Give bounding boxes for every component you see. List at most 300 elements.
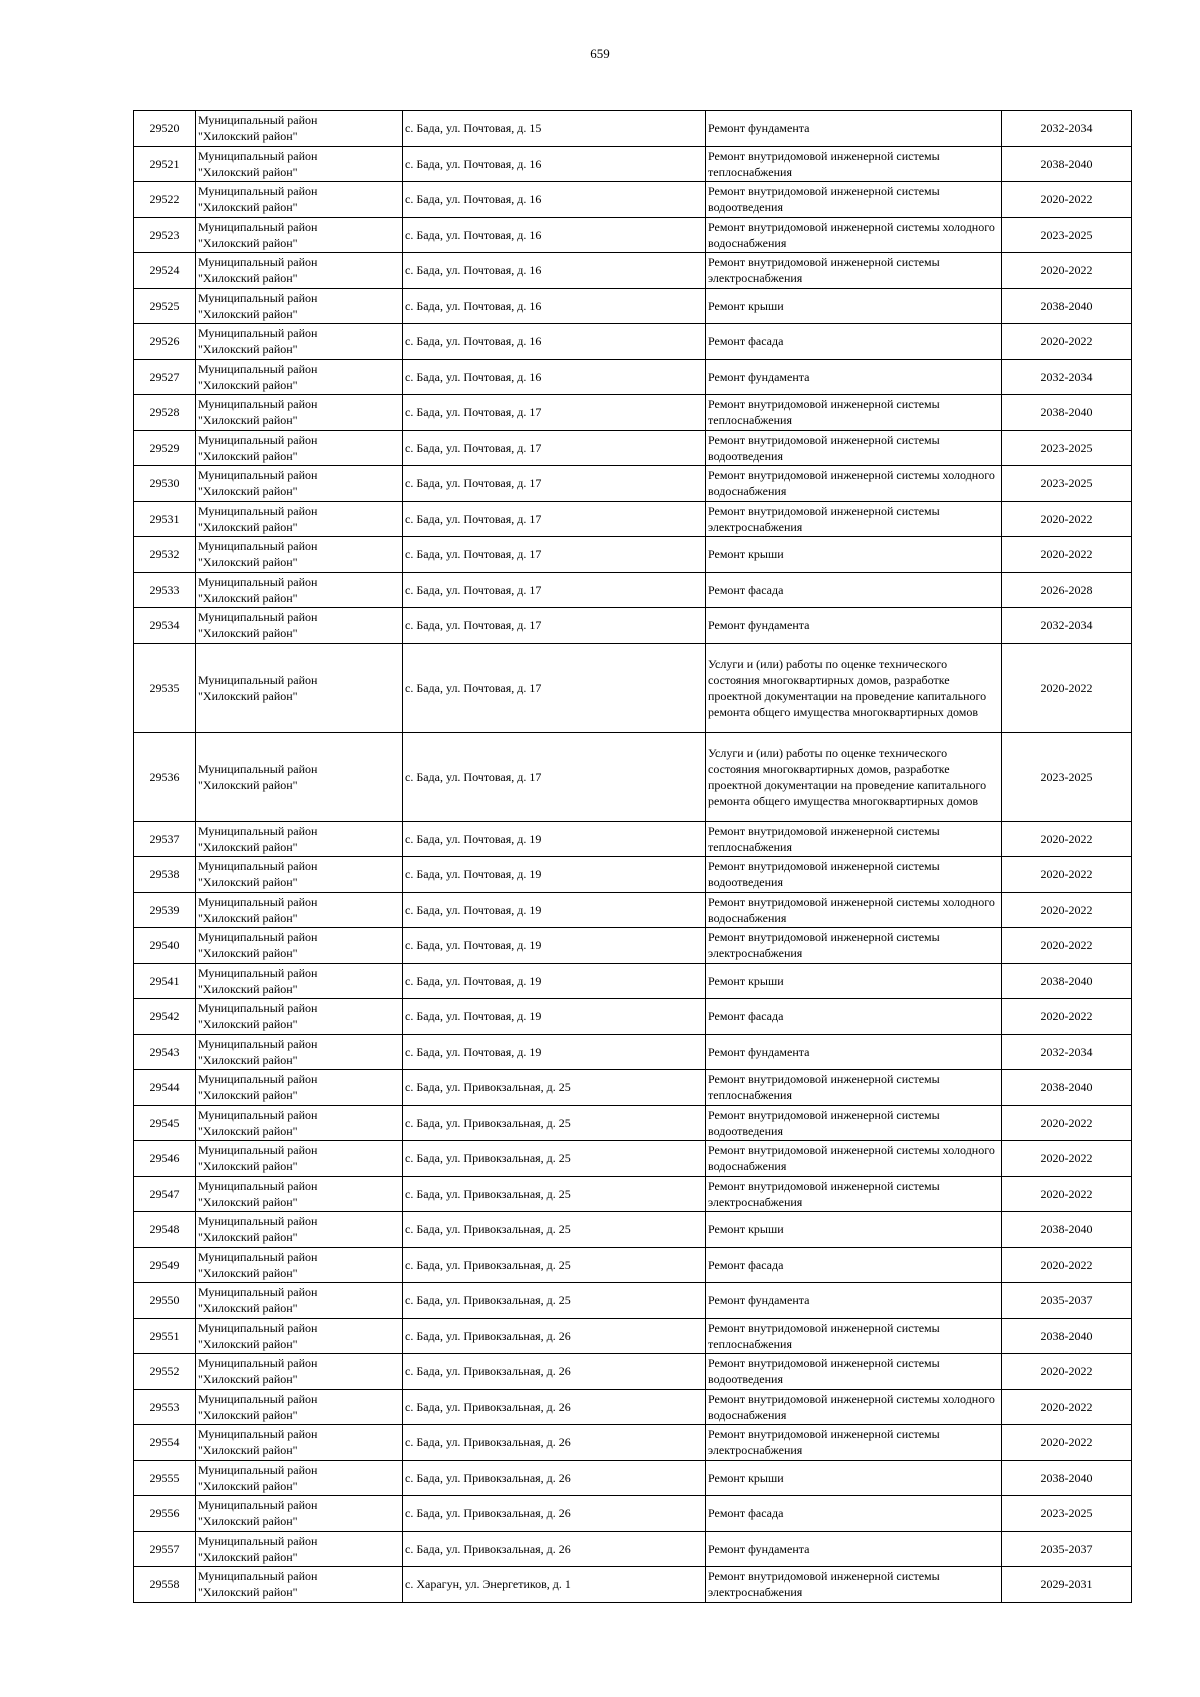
row-number-cell: 29522 xyxy=(134,182,196,218)
table-row xyxy=(134,217,1132,253)
table-row xyxy=(134,324,1132,360)
municipality-cell xyxy=(196,821,403,857)
address-cell: с. Бада, ул. Привокзальная, д. 25 xyxy=(403,1070,706,1106)
address-cell: с. Бада, ул. Почтовая, д. 16 xyxy=(403,359,706,395)
row-number-cell: 29537 xyxy=(134,821,196,857)
row-number-cell: 29545 xyxy=(134,1105,196,1141)
table-row xyxy=(134,643,1132,732)
table-row xyxy=(134,253,1132,289)
repair-schedule-body xyxy=(134,111,1132,1603)
period-cell: 2020-2022 xyxy=(1002,182,1132,218)
table-row xyxy=(134,501,1132,537)
municipality-cell xyxy=(196,1070,403,1106)
municipality-cell xyxy=(196,1318,403,1354)
municipality-cell xyxy=(196,1034,403,1070)
address-cell: с. Харагун, ул. Энергетиков, д. 1 xyxy=(403,1567,706,1603)
municipality-line: Муниципальный район xyxy=(198,761,318,776)
work-type-cell: Ремонт внутридомовой инженерной системы теплоснабжения xyxy=(706,395,1002,431)
municipality-line: Муниципальный район xyxy=(198,859,318,874)
municipality-cell xyxy=(196,1176,403,1212)
municipality-name: "Хилокский район" xyxy=(198,1017,298,1032)
work-type-cell: Ремонт внутридомовой инженерной системы водоотведения xyxy=(706,430,1002,466)
row-number-cell: 29527 xyxy=(134,359,196,395)
address-cell: с. Бада, ул. Почтовая, д. 15 xyxy=(403,111,706,147)
period-cell: 2020-2022 xyxy=(1002,892,1132,928)
work-type-cell: Ремонт крыши xyxy=(706,1212,1002,1248)
row-number-cell: 29540 xyxy=(134,928,196,964)
period-cell: 2038-2040 xyxy=(1002,1460,1132,1496)
table-row xyxy=(134,1460,1132,1496)
municipality-name: "Хилокский район" xyxy=(198,981,298,996)
table-row xyxy=(134,1531,1132,1567)
work-type-cell: Ремонт внутридомовой инженерной системы электроснабжения xyxy=(706,501,1002,537)
table-row xyxy=(134,430,1132,466)
table-row xyxy=(134,359,1132,395)
row-number-cell: 29524 xyxy=(134,253,196,289)
period-cell: 2020-2022 xyxy=(1002,501,1132,537)
municipality-cell xyxy=(196,732,403,821)
municipality-name: "Хилокский район" xyxy=(198,1514,298,1529)
municipality-line: Муниципальный район xyxy=(198,290,318,305)
municipality-line: Муниципальный район xyxy=(198,574,318,589)
municipality-line: Муниципальный район xyxy=(198,672,318,687)
period-cell: 2032-2034 xyxy=(1002,111,1132,147)
municipality-name: "Хилокский район" xyxy=(198,413,298,428)
municipality-cell xyxy=(196,928,403,964)
row-number-cell: 29541 xyxy=(134,963,196,999)
address-cell: с. Бада, ул. Привокзальная, д. 25 xyxy=(403,1176,706,1212)
municipality-name: "Хилокский район" xyxy=(198,1372,298,1387)
municipality-name: "Хилокский район" xyxy=(198,555,298,570)
work-type-cell: Ремонт фундамента xyxy=(706,111,1002,147)
address-cell: с. Бада, ул. Привокзальная, д. 26 xyxy=(403,1496,706,1532)
repair-schedule-table xyxy=(133,110,1132,1603)
period-cell: 2020-2022 xyxy=(1002,324,1132,360)
municipality-line: Муниципальный район xyxy=(198,1391,318,1406)
municipality-name: "Хилокский район" xyxy=(198,235,298,250)
work-type-cell: Ремонт внутридомовой инженерной системы холодного водоснабжения xyxy=(706,466,1002,502)
municipality-name: "Хилокский район" xyxy=(198,590,298,605)
municipality-cell xyxy=(196,466,403,502)
municipality-cell xyxy=(196,1531,403,1567)
row-number-cell: 29529 xyxy=(134,430,196,466)
municipality-line: Муниципальный район xyxy=(198,1533,318,1548)
work-type-cell: Ремонт внутридомовой инженерной системы электроснабжения xyxy=(706,1176,1002,1212)
municipality-name: "Хилокский район" xyxy=(198,342,298,357)
municipality-name: "Хилокский район" xyxy=(198,1478,298,1493)
table-row xyxy=(134,146,1132,182)
address-cell: с. Бада, ул. Почтовая, д. 17 xyxy=(403,537,706,573)
row-number-cell: 29521 xyxy=(134,146,196,182)
address-cell: с. Бада, ул. Почтовая, д. 19 xyxy=(403,928,706,964)
address-cell: с. Бада, ул. Почтовая, д. 19 xyxy=(403,821,706,857)
table-row xyxy=(134,111,1132,147)
address-cell: с. Бада, ул. Привокзальная, д. 25 xyxy=(403,1247,706,1283)
municipality-line: Муниципальный район xyxy=(198,1498,318,1513)
municipality-cell xyxy=(196,963,403,999)
municipality-name: "Хилокский район" xyxy=(198,1443,298,1458)
municipality-name: "Хилокский район" xyxy=(198,1265,298,1280)
municipality-line: Муниципальный район xyxy=(198,1036,318,1051)
municipality-cell xyxy=(196,1247,403,1283)
municipality-name: "Хилокский район" xyxy=(198,910,298,925)
work-type-cell: Ремонт внутридомовой инженерной системы холодного водоснабжения xyxy=(706,892,1002,928)
work-type-cell: Ремонт фундамента xyxy=(706,1034,1002,1070)
work-type-cell: Ремонт крыши xyxy=(706,537,1002,573)
page-number: 659 xyxy=(590,46,610,61)
work-type-cell: Ремонт фундамента xyxy=(706,1283,1002,1319)
table-row xyxy=(134,395,1132,431)
address-cell: с. Бада, ул. Почтовая, д. 17 xyxy=(403,732,706,821)
municipality-cell xyxy=(196,1389,403,1425)
table-row xyxy=(134,857,1132,893)
municipality-name: "Хилокский район" xyxy=(198,448,298,463)
period-cell: 2023-2025 xyxy=(1002,732,1132,821)
period-cell: 2029-2031 xyxy=(1002,1567,1132,1603)
municipality-name: "Хилокский район" xyxy=(198,1052,298,1067)
municipality-cell xyxy=(196,111,403,147)
row-number-cell: 29546 xyxy=(134,1141,196,1177)
municipality-cell xyxy=(196,182,403,218)
period-cell: 2023-2025 xyxy=(1002,466,1132,502)
row-number-cell: 29539 xyxy=(134,892,196,928)
work-type-cell: Ремонт внутридомовой инженерной системы электроснабжения xyxy=(706,253,1002,289)
table-row xyxy=(134,963,1132,999)
municipality-line: Муниципальный район xyxy=(198,1178,318,1193)
period-cell: 2038-2040 xyxy=(1002,146,1132,182)
period-cell: 2032-2034 xyxy=(1002,608,1132,644)
municipality-name: "Хилокский район" xyxy=(198,839,298,854)
address-cell: с. Бада, ул. Почтовая, д. 16 xyxy=(403,324,706,360)
work-type-cell: Ремонт фасада xyxy=(706,1247,1002,1283)
municipality-name: "Хилокский район" xyxy=(198,129,298,144)
table-row xyxy=(134,1389,1132,1425)
period-cell: 2020-2022 xyxy=(1002,1425,1132,1461)
period-cell: 2023-2025 xyxy=(1002,1496,1132,1532)
address-cell: с. Бада, ул. Почтовая, д. 16 xyxy=(403,253,706,289)
work-type-cell: Ремонт фундамента xyxy=(706,608,1002,644)
address-cell: с. Бада, ул. Почтовая, д. 17 xyxy=(403,501,706,537)
work-type-cell: Ремонт внутридомовой инженерной системы холодного водоснабжения xyxy=(706,1141,1002,1177)
work-type-cell: Ремонт фасада xyxy=(706,1496,1002,1532)
address-cell: с. Бада, ул. Привокзальная, д. 26 xyxy=(403,1318,706,1354)
work-type-cell: Ремонт внутридомовой инженерной системы теплоснабжения xyxy=(706,1318,1002,1354)
municipality-name: "Хилокский район" xyxy=(198,946,298,961)
row-number-cell: 29548 xyxy=(134,1212,196,1248)
municipality-line: Муниципальный район xyxy=(198,468,318,483)
municipality-line: Муниципальный район xyxy=(198,361,318,376)
period-cell: 2020-2022 xyxy=(1002,821,1132,857)
address-cell: с. Бада, ул. Почтовая, д. 17 xyxy=(403,466,706,502)
municipality-line: Муниципальный район xyxy=(198,1356,318,1371)
municipality-cell xyxy=(196,430,403,466)
address-cell: с. Бада, ул. Привокзальная, д. 26 xyxy=(403,1389,706,1425)
municipality-name: "Хилокский район" xyxy=(198,1585,298,1600)
municipality-line: Муниципальный район xyxy=(198,1214,318,1229)
period-cell: 2020-2022 xyxy=(1002,253,1132,289)
period-cell: 2020-2022 xyxy=(1002,1105,1132,1141)
work-type-cell: Ремонт внутридомовой инженерной системы водоотведения xyxy=(706,1354,1002,1390)
work-type-cell: Услуги и (или) работы по оценке технического состояния многоквартирных домов, разработке проектной документации на проведение капитального ремонта общего имущества многоквартирных домов xyxy=(706,732,1002,821)
municipality-name: "Хилокский район" xyxy=(198,377,298,392)
municipality-line: Муниципальный район xyxy=(198,148,318,163)
address-cell: с. Бада, ул. Почтовая, д. 17 xyxy=(403,608,706,644)
period-cell: 2038-2040 xyxy=(1002,395,1132,431)
municipality-line: Муниципальный район xyxy=(198,432,318,447)
work-type-cell: Ремонт внутридомовой инженерной системы теплоснабжения xyxy=(706,821,1002,857)
period-cell: 2020-2022 xyxy=(1002,1354,1132,1390)
row-number-cell: 29538 xyxy=(134,857,196,893)
municipality-line: Муниципальный район xyxy=(198,1569,318,1584)
address-cell: с. Бада, ул. Привокзальная, д. 26 xyxy=(403,1425,706,1461)
work-type-cell: Ремонт внутридомовой инженерной системы теплоснабжения xyxy=(706,1070,1002,1106)
row-number-cell: 29526 xyxy=(134,324,196,360)
period-cell: 2020-2022 xyxy=(1002,1247,1132,1283)
work-type-cell: Ремонт крыши xyxy=(706,963,1002,999)
row-number-cell: 29558 xyxy=(134,1567,196,1603)
row-number-cell: 29530 xyxy=(134,466,196,502)
row-number-cell: 29523 xyxy=(134,217,196,253)
municipality-name: "Хилокский район" xyxy=(198,1549,298,1564)
municipality-line: Муниципальный район xyxy=(198,930,318,945)
municipality-line: Муниципальный район xyxy=(198,610,318,625)
address-cell: с. Бада, ул. Почтовая, д. 19 xyxy=(403,857,706,893)
municipality-cell xyxy=(196,288,403,324)
municipality-cell xyxy=(196,537,403,573)
period-cell: 2038-2040 xyxy=(1002,1318,1132,1354)
period-cell: 2032-2034 xyxy=(1002,359,1132,395)
table-row xyxy=(134,1567,1132,1603)
period-cell: 2038-2040 xyxy=(1002,1212,1132,1248)
municipality-name: "Хилокский район" xyxy=(198,200,298,215)
table-row xyxy=(134,1141,1132,1177)
municipality-cell xyxy=(196,253,403,289)
table-row xyxy=(134,892,1132,928)
municipality-line: Муниципальный район xyxy=(198,823,318,838)
address-cell: с. Бада, ул. Почтовая, д. 16 xyxy=(403,217,706,253)
municipality-line: Муниципальный район xyxy=(198,397,318,412)
municipality-name: "Хилокский район" xyxy=(198,484,298,499)
table-row xyxy=(134,1425,1132,1461)
row-number-cell: 29549 xyxy=(134,1247,196,1283)
address-cell: с. Бада, ул. Почтовая, д. 16 xyxy=(403,288,706,324)
row-number-cell: 29557 xyxy=(134,1531,196,1567)
address-cell: с. Бада, ул. Почтовая, д. 19 xyxy=(403,999,706,1035)
address-cell: с. Бада, ул. Привокзальная, д. 25 xyxy=(403,1141,706,1177)
period-cell: 2020-2022 xyxy=(1002,643,1132,732)
period-cell: 2023-2025 xyxy=(1002,430,1132,466)
municipality-cell xyxy=(196,395,403,431)
municipality-line: Муниципальный район xyxy=(198,1107,318,1122)
row-number-cell: 29520 xyxy=(134,111,196,147)
period-cell: 2026-2028 xyxy=(1002,572,1132,608)
municipality-cell xyxy=(196,324,403,360)
address-cell: с. Бада, ул. Привокзальная, д. 26 xyxy=(403,1354,706,1390)
period-cell: 2023-2025 xyxy=(1002,217,1132,253)
row-number-cell: 29551 xyxy=(134,1318,196,1354)
row-number-cell: 29550 xyxy=(134,1283,196,1319)
municipality-line: Муниципальный район xyxy=(198,113,318,128)
table-row xyxy=(134,928,1132,964)
municipality-cell xyxy=(196,1105,403,1141)
table-row xyxy=(134,466,1132,502)
municipality-line: Муниципальный район xyxy=(198,1143,318,1158)
work-type-cell: Ремонт внутридомовой инженерной системы электроснабжения xyxy=(706,1425,1002,1461)
municipality-name: "Хилокский район" xyxy=(198,1336,298,1351)
work-type-cell: Ремонт внутридомовой инженерной системы холодного водоснабжения xyxy=(706,217,1002,253)
table-row xyxy=(134,1105,1132,1141)
municipality-name: "Хилокский район" xyxy=(198,519,298,534)
period-cell: 2038-2040 xyxy=(1002,963,1132,999)
municipality-line: Муниципальный район xyxy=(198,1427,318,1442)
row-number-cell: 29547 xyxy=(134,1176,196,1212)
municipality-name: "Хилокский район" xyxy=(198,1194,298,1209)
table-row xyxy=(134,1034,1132,1070)
work-type-cell: Ремонт крыши xyxy=(706,1460,1002,1496)
table-row xyxy=(134,732,1132,821)
row-number-cell: 29552 xyxy=(134,1354,196,1390)
work-type-cell: Услуги и (или) работы по оценке технического состояния многоквартирных домов, разработке проектной документации на проведение капитального ремонта общего имущества многоквартирных домов xyxy=(706,643,1002,732)
municipality-cell xyxy=(196,1354,403,1390)
row-number-cell: 29544 xyxy=(134,1070,196,1106)
work-type-cell: Ремонт внутридомовой инженерной системы водоотведения xyxy=(706,1105,1002,1141)
work-type-cell: Ремонт внутридомовой инженерной системы электроснабжения xyxy=(706,1567,1002,1603)
table-row xyxy=(134,1354,1132,1390)
municipality-cell xyxy=(196,1283,403,1319)
work-type-cell: Ремонт фасада xyxy=(706,999,1002,1035)
table-row xyxy=(134,1212,1132,1248)
period-cell: 2035-2037 xyxy=(1002,1531,1132,1567)
municipality-name: "Хилокский район" xyxy=(198,1301,298,1316)
municipality-line: Муниципальный район xyxy=(198,1249,318,1264)
work-type-cell: Ремонт внутридомовой инженерной системы электроснабжения xyxy=(706,928,1002,964)
municipality-cell xyxy=(196,608,403,644)
period-cell: 2020-2022 xyxy=(1002,1141,1132,1177)
period-cell: 2020-2022 xyxy=(1002,1176,1132,1212)
municipality-line: Муниципальный район xyxy=(198,184,318,199)
period-cell: 2020-2022 xyxy=(1002,928,1132,964)
municipality-cell xyxy=(196,217,403,253)
row-number-cell: 29528 xyxy=(134,395,196,431)
municipality-line: Муниципальный район xyxy=(198,539,318,554)
municipality-name: "Хилокский район" xyxy=(198,271,298,286)
row-number-cell: 29536 xyxy=(134,732,196,821)
municipality-line: Муниципальный район xyxy=(198,255,318,270)
municipality-cell xyxy=(196,359,403,395)
work-type-cell: Ремонт крыши xyxy=(706,288,1002,324)
municipality-line: Муниципальный район xyxy=(198,503,318,518)
municipality-cell xyxy=(196,1425,403,1461)
address-cell: с. Бада, ул. Почтовая, д. 16 xyxy=(403,182,706,218)
row-number-cell: 29534 xyxy=(134,608,196,644)
row-number-cell: 29554 xyxy=(134,1425,196,1461)
address-cell: с. Бада, ул. Привокзальная, д. 25 xyxy=(403,1283,706,1319)
table-row xyxy=(134,288,1132,324)
municipality-cell xyxy=(196,1212,403,1248)
municipality-cell xyxy=(196,1141,403,1177)
table-row xyxy=(134,1318,1132,1354)
row-number-cell: 29555 xyxy=(134,1460,196,1496)
row-number-cell: 29532 xyxy=(134,537,196,573)
municipality-name: "Хилокский район" xyxy=(198,1088,298,1103)
work-type-cell: Ремонт фасада xyxy=(706,324,1002,360)
municipality-name: "Хилокский район" xyxy=(198,688,298,703)
municipality-name: "Хилокский район" xyxy=(198,626,298,641)
municipality-cell xyxy=(196,643,403,732)
work-type-cell: Ремонт фасада xyxy=(706,572,1002,608)
table-row xyxy=(134,572,1132,608)
municipality-cell xyxy=(196,1460,403,1496)
municipality-name: "Хилокский район" xyxy=(198,875,298,890)
period-cell: 2032-2034 xyxy=(1002,1034,1132,1070)
row-number-cell: 29533 xyxy=(134,572,196,608)
municipality-cell xyxy=(196,1496,403,1532)
address-cell: с. Бада, ул. Почтовая, д. 17 xyxy=(403,395,706,431)
municipality-line: Муниципальный район xyxy=(198,326,318,341)
work-type-cell: Ремонт внутридомовой инженерной системы водоотведения xyxy=(706,182,1002,218)
work-type-cell: Ремонт внутридомовой инженерной системы холодного водоснабжения xyxy=(706,1389,1002,1425)
municipality-name: "Хилокский район" xyxy=(198,1159,298,1174)
municipality-name: "Хилокский район" xyxy=(198,306,298,321)
table-row xyxy=(134,1176,1132,1212)
address-cell: с. Бада, ул. Почтовая, д. 17 xyxy=(403,572,706,608)
period-cell: 2038-2040 xyxy=(1002,288,1132,324)
work-type-cell: Ремонт внутридомовой инженерной системы теплоснабжения xyxy=(706,146,1002,182)
municipality-line: Муниципальный район xyxy=(198,1072,318,1087)
address-cell: с. Бада, ул. Привокзальная, д. 25 xyxy=(403,1212,706,1248)
period-cell: 2035-2037 xyxy=(1002,1283,1132,1319)
municipality-line: Муниципальный район xyxy=(198,965,318,980)
municipality-cell xyxy=(196,857,403,893)
period-cell: 2020-2022 xyxy=(1002,857,1132,893)
table-row xyxy=(134,1070,1132,1106)
period-cell: 2020-2022 xyxy=(1002,999,1132,1035)
municipality-line: Муниципальный район xyxy=(198,219,318,234)
municipality-cell xyxy=(196,146,403,182)
table-row xyxy=(134,821,1132,857)
municipality-cell xyxy=(196,999,403,1035)
municipality-name: "Хилокский район" xyxy=(198,777,298,792)
period-cell: 2020-2022 xyxy=(1002,537,1132,573)
municipality-cell xyxy=(196,892,403,928)
row-number-cell: 29543 xyxy=(134,1034,196,1070)
municipality-cell xyxy=(196,572,403,608)
municipality-cell xyxy=(196,1567,403,1603)
municipality-name: "Хилокский район" xyxy=(198,1230,298,1245)
municipality-name: "Хилокский район" xyxy=(198,1407,298,1422)
row-number-cell: 29553 xyxy=(134,1389,196,1425)
municipality-line: Муниципальный район xyxy=(198,1320,318,1335)
municipality-name: "Хилокский район" xyxy=(198,1123,298,1138)
address-cell: с. Бада, ул. Почтовая, д. 19 xyxy=(403,1034,706,1070)
address-cell: с. Бада, ул. Почтовая, д. 17 xyxy=(403,430,706,466)
address-cell: с. Бада, ул. Почтовая, д. 17 xyxy=(403,643,706,732)
table-row xyxy=(134,999,1132,1035)
address-cell: с. Бада, ул. Привокзальная, д. 26 xyxy=(403,1460,706,1496)
table-row xyxy=(134,608,1132,644)
address-cell: с. Бада, ул. Почтовая, д. 19 xyxy=(403,892,706,928)
address-cell: с. Бада, ул. Почтовая, д. 19 xyxy=(403,963,706,999)
address-cell: с. Бада, ул. Привокзальная, д. 25 xyxy=(403,1105,706,1141)
municipality-line: Муниципальный район xyxy=(198,894,318,909)
table-row xyxy=(134,182,1132,218)
table-row xyxy=(134,1496,1132,1532)
work-type-cell: Ремонт фундамента xyxy=(706,359,1002,395)
municipality-line: Муниципальный район xyxy=(198,1285,318,1300)
work-type-cell: Ремонт внутридомовой инженерной системы водоотведения xyxy=(706,857,1002,893)
work-type-cell: Ремонт фундамента xyxy=(706,1531,1002,1567)
row-number-cell: 29556 xyxy=(134,1496,196,1532)
